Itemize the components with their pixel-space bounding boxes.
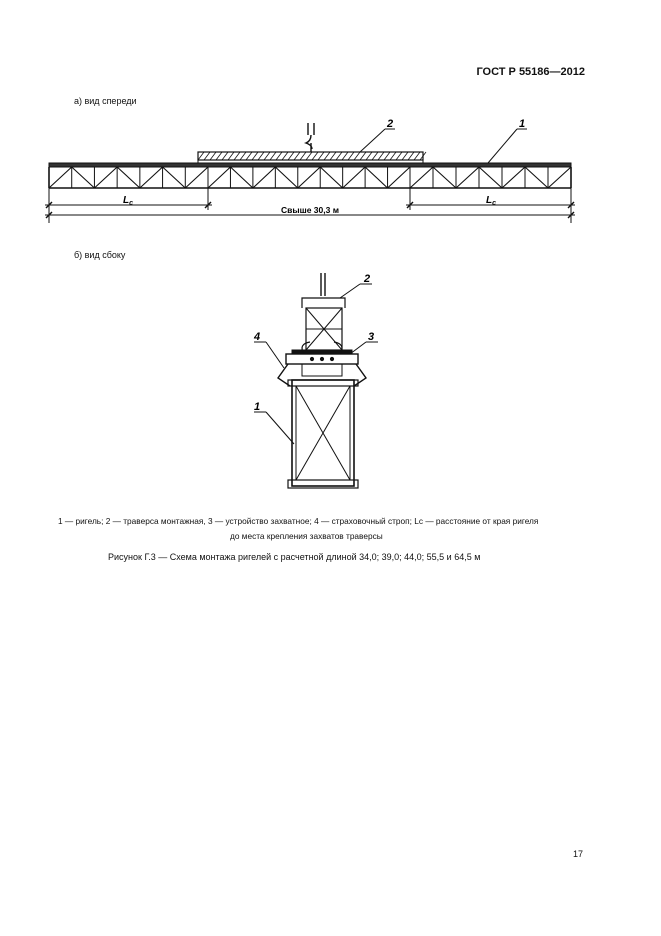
side-callout-3: 3 xyxy=(368,331,375,343)
side-callout-2: 2 xyxy=(364,273,371,285)
front-callout-2: 2 xyxy=(387,118,394,130)
view-a-label: а) вид спереди xyxy=(74,96,137,106)
side-callout-4: 4 xyxy=(254,331,261,343)
safety-sling-right xyxy=(354,364,366,386)
front-callout-1: 1 xyxy=(519,118,526,130)
legend-line-1: 1 — ригель; 2 — траверса монтажная, 3 — устройство захватное; 4 — страховочный строп; Lc — расстояние от края ригеля xyxy=(58,516,539,526)
crane-hook-icon xyxy=(306,123,314,152)
view-b-label: б) вид сбоку xyxy=(74,250,126,260)
legend-line-2: до места крепления захватов траверсы xyxy=(230,531,383,541)
dim-right-label: $L_c$ xyxy=(486,195,497,207)
beam-truss-web xyxy=(49,167,571,188)
document-standard-header: ГОСТ Р 55186—2012 xyxy=(476,66,585,78)
figure-caption: Рисунок Г.3 — Схема монтажа ригелей с расчетной длиной 34,0; 39,0; 44,0; 55,5 и 64,5 м xyxy=(108,552,481,562)
side-callout-1: 1 xyxy=(254,401,261,413)
front-view-drawing xyxy=(40,115,585,225)
dim-span-label: Свыше 30,3 м xyxy=(281,205,339,215)
dim-left-label: $L_c$ xyxy=(123,195,134,207)
page-number: 17 xyxy=(573,849,584,859)
side-view-drawing xyxy=(240,268,390,496)
beam-top-chord xyxy=(49,163,571,167)
figure-legend xyxy=(58,514,618,544)
